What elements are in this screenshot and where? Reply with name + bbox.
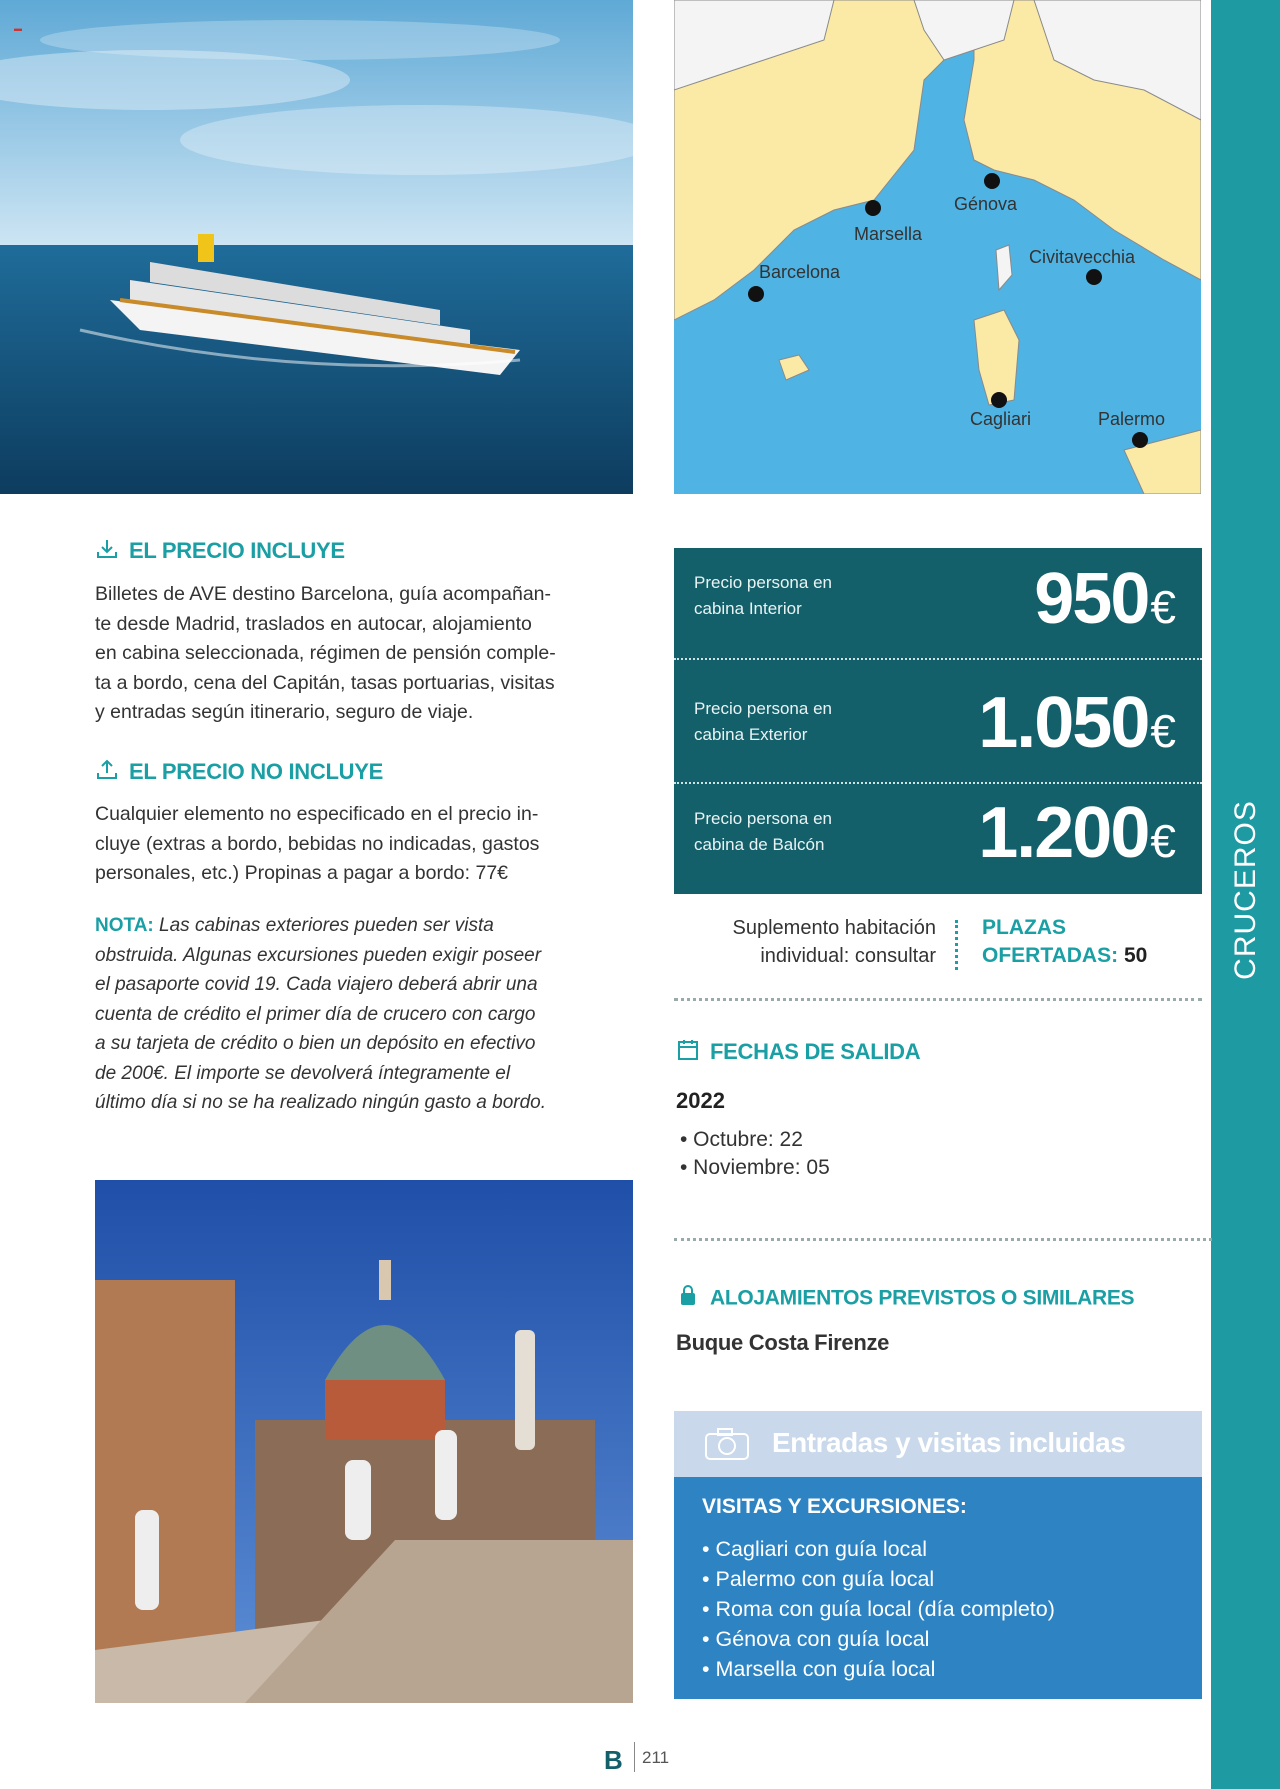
fechas-year: 2022 [676, 1088, 725, 1113]
map-city-civitavecchia: Civitavecchia [1029, 247, 1136, 267]
download-icon [95, 537, 119, 567]
brand-logo: B [604, 1745, 623, 1775]
route-map [674, 0, 1201, 494]
price-exterior: 1.050€ [978, 683, 1174, 763]
separator [674, 998, 1202, 1001]
map-city-marsella: Marsella [854, 224, 923, 244]
nota-text: NOTA: Las cabinas exteriores pueden ser vista obstruida. Algunas excursiones pueden exigir poseer el pasaporte covid 19. Cada viajero deberá abrir una cuenta de crédito el primer día de crucero con cargo a su tarjeta de crédito o bien un depósito en efectivo de 200€. El importe se devolverá íntegramente el último día si no se ha realizado ningún gasto a bordo. [95, 915, 547, 1113]
entradas-header [674, 1411, 1202, 1477]
precio-no-incluye-heading: EL PRECIO NO INCLUYE [95, 758, 383, 788]
list-item: • Octubre: 22 [680, 1128, 803, 1151]
nota-label: NOTA: [95, 915, 154, 936]
map-city-genova: Génova [954, 194, 1018, 214]
list-item: • Cagliari con guía local [702, 1537, 928, 1561]
precio-no-incluye-text: Cualquier elemento no especificado en el precio in- cluye (extras a bordo, bebidas no indicadas, gastos personales, etc.) Propinas a pagar a bordo: 77€ [95, 803, 540, 884]
price-interior: 950€ [1034, 559, 1174, 639]
map-city-barcelona: Barcelona [759, 262, 841, 282]
list-item: • Marsella con guía local [702, 1657, 936, 1681]
bag-icon [676, 1284, 700, 1314]
list-item: • Palermo con guía local [702, 1567, 935, 1591]
footer-divider [634, 1742, 635, 1772]
fechas-heading: FECHAS DE SALIDA [676, 1038, 920, 1068]
section-tab-label: CRUCEROS [1228, 800, 1262, 980]
separator [674, 1238, 1212, 1241]
plazas-ofertadas: PLAZAS OFERTADAS: 50 [982, 916, 1148, 967]
price-table [674, 548, 1202, 894]
fechas-list [680, 1126, 830, 1182]
map-city-cagliari: Cagliari [970, 409, 1032, 429]
ship-name: Buque Costa Firenze [676, 1330, 890, 1355]
list-item: • Noviembre: 05 [680, 1156, 830, 1179]
price-balcon: 1.200€ [978, 793, 1174, 873]
page-number: 211 [642, 1748, 670, 1767]
visitas-subtitle: VISITAS Y EXCURSIONES: [702, 1495, 967, 1518]
visitas-list [702, 1534, 1055, 1684]
suplemento-note: Suplemento habitación individual: consultar [732, 917, 936, 967]
calendar-icon [676, 1038, 700, 1068]
palermo-fountain-photo [95, 1180, 633, 1703]
plazas-value: 50 [1123, 944, 1148, 967]
price-divider [674, 658, 1202, 660]
map-city-palermo: Palermo [1098, 409, 1166, 429]
price-row-balcon: Precio persona en cabina de Balcón 1.200€ [694, 793, 1174, 873]
price-row-exterior: Precio persona en cabina Exterior 1.050€ [694, 683, 1174, 763]
list-item: • Génova con guía local [702, 1627, 930, 1651]
price-row-interior: Precio persona en cabina Interior 950€ [694, 559, 1174, 639]
precio-incluye-text: Billetes de AVE destino Barcelona, guía acompañan- te desde Madrid, traslados en autocar, alojamiento en cabina seleccionada, régimen de pensión comple- ta a bordo, cena del Capitán, tasas portuarias, visitas y entradas según itinerario, seguro de viaje. [95, 583, 556, 723]
upload-icon [95, 758, 119, 788]
suplemento-divider [955, 920, 958, 970]
camera-icon [704, 1427, 750, 1466]
precio-incluye-heading: EL PRECIO INCLUYE [95, 537, 345, 567]
list-item: • Roma con guía local (día completo) [702, 1597, 1055, 1621]
top-marker: ▬ [14, 24, 22, 33]
section-tab [1211, 790, 1280, 990]
cruise-ship-photo [0, 0, 633, 494]
entradas-title: Entradas y visitas incluidas [772, 1427, 1126, 1458]
alojamientos-heading: ALOJAMIENTOS PREVISTOS O SIMILARES [676, 1284, 1134, 1314]
